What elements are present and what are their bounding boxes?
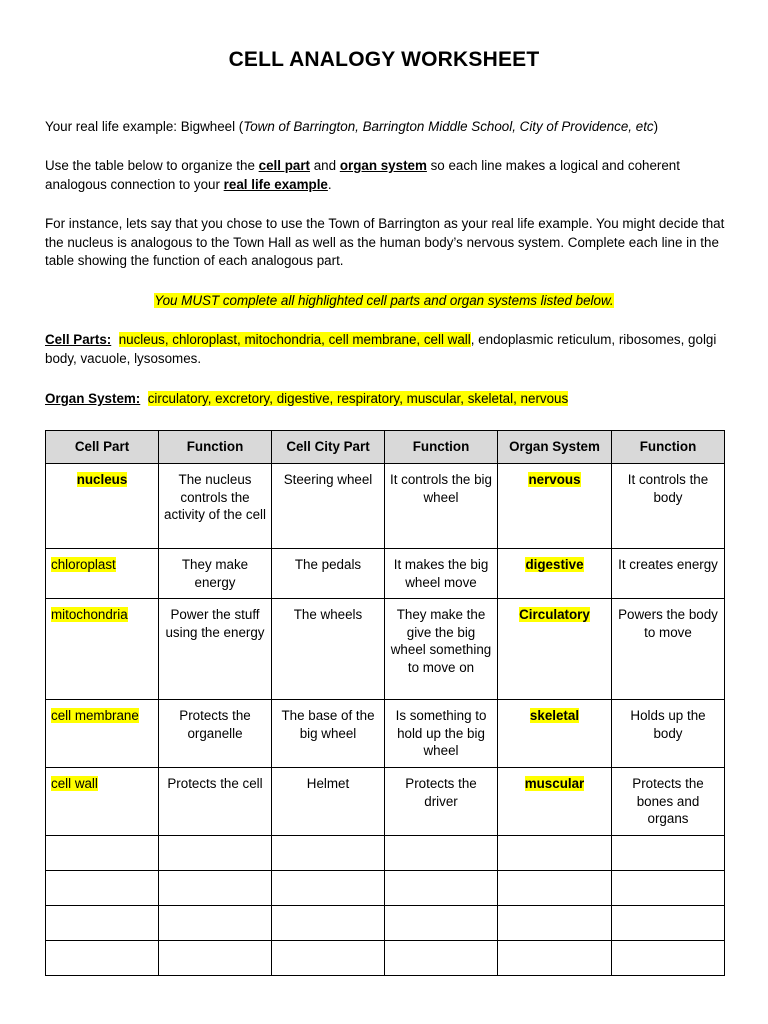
analogy-table (45, 430, 725, 976)
empty-cell[interactable] (385, 940, 498, 975)
header-cell-city-part: Cell City Part (272, 431, 385, 464)
header-function: Function (159, 431, 272, 464)
empty-cell[interactable] (272, 835, 385, 870)
table-cell[interactable]: Protects the organelle (159, 700, 272, 768)
example-suffix: ) (653, 119, 659, 134)
table-cell[interactable]: Holds up the body (612, 700, 725, 768)
must-complete-text: You MUST complete all highlighted cell parts and organ systems listed below. (154, 293, 614, 308)
table-header-row (46, 431, 725, 464)
instructions-text: and (310, 158, 340, 173)
table-cell[interactable] (498, 464, 612, 549)
real-life-example (45, 118, 730, 137)
empty-cell[interactable] (385, 905, 498, 940)
header-cell-part: Cell Part (46, 431, 159, 464)
table-cell[interactable] (46, 549, 159, 599)
empty-cell[interactable] (159, 835, 272, 870)
example-italic: Town of Barrington, Barrington Middle School, City of Providence, etc (243, 119, 654, 134)
cell-part-name: cell membrane (51, 708, 139, 724)
table-row (46, 700, 725, 768)
table-cell[interactable]: They make the give the big wheel something to move on (385, 599, 498, 700)
cell-part-name: nucleus (76, 472, 128, 487)
table-cell[interactable]: It controls the body (612, 464, 725, 549)
empty-cell[interactable] (272, 905, 385, 940)
table-cell[interactable]: They make energy (159, 549, 272, 599)
must-complete-note (0, 293, 768, 308)
organ-system-highlighted: circulatory, excretory, digestive, respiratory, muscular, skeletal, nervous (147, 391, 569, 406)
header-organ-system: Organ System (498, 431, 612, 464)
table-cell[interactable]: The pedals (272, 549, 385, 599)
organ-system-name: skeletal (529, 708, 580, 724)
empty-cell[interactable] (612, 940, 725, 975)
table-cell[interactable] (46, 700, 159, 768)
empty-cell[interactable] (272, 870, 385, 905)
organ-system-label: Organ System: (45, 391, 141, 406)
empty-cell[interactable] (498, 870, 612, 905)
empty-table-row (46, 835, 725, 870)
table-cell[interactable]: Protects the driver (385, 767, 498, 835)
instructions-text: . (327, 176, 332, 192)
empty-cell[interactable] (46, 940, 159, 975)
cell-part-name: mitochondria (51, 607, 128, 623)
table-cell[interactable]: Steering wheel (272, 464, 385, 549)
organ-system-name: muscular (524, 775, 585, 791)
organ-system-name: Circulatory (519, 607, 590, 623)
table-cell[interactable]: Protects the cell (159, 767, 272, 835)
empty-cell[interactable] (385, 870, 498, 905)
table-cell[interactable]: The nucleus controls the activity of the cell (159, 464, 272, 549)
empty-cell[interactable] (612, 870, 725, 905)
cell-parts-rest: , endoplasmic reticulum, ribosomes, golgi body, vacuole, lysosomes. (45, 332, 717, 366)
table-cell[interactable]: It creates energy (612, 549, 725, 599)
instance-paragraph: For instance, lets say that you chose to use the Town of Barrington as your real life example. You might decide that the nucleus is analogous to the Town Hall as well as the human body’s nervous system. Complete each line in the table showing the function of each analogous part. (45, 216, 725, 268)
empty-cell[interactable] (498, 835, 612, 870)
table-cell[interactable] (46, 767, 159, 835)
keyword-cell-part: cell part (258, 158, 311, 173)
instructions-text: so each line makes a logical and coherent analogous connection to your (45, 158, 680, 192)
table-cell[interactable]: It controls the big wheel (385, 464, 498, 549)
table-cell[interactable] (498, 767, 612, 835)
empty-cell[interactable] (385, 835, 498, 870)
cell-parts-line (45, 331, 730, 368)
table-row (46, 767, 725, 835)
header-function: Function (385, 431, 498, 464)
cell-parts-highlighted: nucleus, chloroplast, mitochondria, cell membrane, cell wall (118, 332, 471, 347)
cell-parts-label: Cell Parts: (45, 332, 112, 347)
instructions-text: Use the table below to organize the (45, 158, 259, 173)
table-row (46, 549, 725, 599)
empty-cell[interactable] (46, 870, 159, 905)
table-cell[interactable]: Power the stuff using the energy (159, 599, 272, 700)
empty-cell[interactable] (498, 905, 612, 940)
empty-table-row (46, 870, 725, 905)
table-cell[interactable]: Protects the bones and organs (612, 767, 725, 835)
cell-part-name: cell wall (51, 775, 98, 791)
empty-cell[interactable] (159, 870, 272, 905)
table-cell[interactable]: It makes the big wheel move (385, 549, 498, 599)
empty-cell[interactable] (46, 835, 159, 870)
instructions-paragraph (45, 157, 730, 194)
table-cell[interactable]: Is something to hold up the big wheel (385, 700, 498, 768)
example-prefix: Your real life example: Bigwheel ( (45, 119, 244, 134)
table-cell[interactable] (46, 599, 159, 700)
organ-system-name: digestive (525, 557, 584, 572)
empty-cell[interactable] (612, 835, 725, 870)
empty-cell[interactable] (159, 905, 272, 940)
empty-cell[interactable] (612, 905, 725, 940)
table-row (46, 464, 725, 549)
empty-cell[interactable] (46, 905, 159, 940)
organ-system-name: nervous (528, 472, 581, 487)
empty-cell[interactable] (159, 940, 272, 975)
page-title: CELL ANALOGY WORKSHEET (228, 48, 540, 71)
cell-part-name: chloroplast (51, 557, 116, 572)
organ-system-line (45, 390, 730, 409)
table-cell[interactable] (498, 549, 612, 599)
empty-table-row (46, 905, 725, 940)
keyword-organ-system: organ system (339, 158, 427, 173)
table-cell[interactable] (498, 599, 612, 700)
table-cell[interactable]: The wheels (272, 599, 385, 700)
empty-table-row (46, 940, 725, 975)
table-cell[interactable]: Helmet (272, 767, 385, 835)
header-function: Function (612, 431, 725, 464)
table-cell[interactable]: Powers the body to move (612, 599, 725, 700)
table-cell[interactable] (46, 464, 159, 549)
keyword-real-life-example: real life example (223, 176, 328, 192)
empty-cell[interactable] (498, 940, 612, 975)
empty-cell[interactable] (272, 940, 385, 975)
table-cell[interactable] (498, 700, 612, 768)
table-cell[interactable]: The base of the big wheel (272, 700, 385, 768)
table-row (46, 599, 725, 700)
